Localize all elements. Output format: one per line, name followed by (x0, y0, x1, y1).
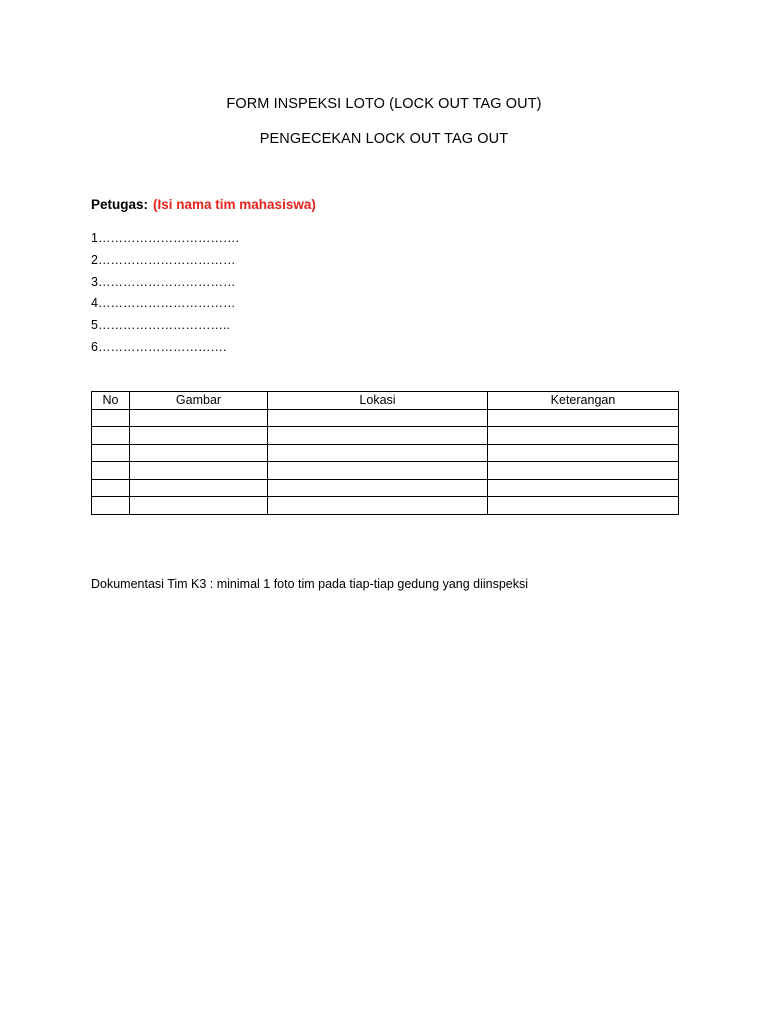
table-cell (488, 444, 679, 462)
table-cell (488, 479, 679, 497)
table-header-row (92, 392, 679, 410)
table-cell (92, 462, 130, 480)
table-cell (130, 444, 268, 462)
table-cell (130, 427, 268, 445)
table-cell (92, 497, 130, 515)
inspection-table (91, 391, 679, 515)
table-cell (488, 409, 679, 427)
document-title: FORM INSPEKSI LOTO (LOCK OUT TAG OUT) (226, 96, 542, 112)
table-cell (268, 497, 488, 515)
petugas-list-item: 6…………………………. (91, 339, 227, 354)
column-header-keterangan: Keterangan (488, 392, 679, 410)
table-cell (130, 479, 268, 497)
column-header-gambar: Gambar (130, 392, 268, 410)
petugas-list-item: 3…………………………… (91, 274, 236, 289)
petugas-label: Petugas: (91, 197, 149, 212)
table-cell (92, 427, 130, 445)
table-cell (92, 479, 130, 497)
petugas-list-item: 2…………………………… (91, 252, 236, 267)
petugas-list-item: 4…………………………… (91, 296, 236, 311)
table-row (92, 497, 679, 515)
table-cell (268, 409, 488, 427)
table-cell (268, 444, 488, 462)
table-row (92, 409, 679, 427)
petugas-list-item: 5………………………….. (91, 318, 230, 333)
table-cell (488, 462, 679, 480)
petugas-line (91, 197, 316, 212)
table-cell (488, 497, 679, 515)
petugas-list-item: 1……………………………. (91, 231, 239, 245)
table-cell (488, 427, 679, 445)
documentation-note: Dokumentasi Tim K3 : minimal 1 foto tim pada tiap-tiap gedung yang diinspeksi (91, 577, 529, 591)
table-cell (92, 444, 130, 462)
table-cell (130, 409, 268, 427)
petugas-hint: (Isi nama tim mahasiswa) (153, 197, 316, 212)
table-cell (268, 462, 488, 480)
table-cell (268, 479, 488, 497)
table-cell (268, 427, 488, 445)
petugas-list (91, 228, 239, 359)
table-cell (130, 462, 268, 480)
table-row (92, 427, 679, 445)
table-cell (130, 497, 268, 515)
column-header-no: No (92, 392, 130, 410)
table-cell (92, 409, 130, 427)
table-row (92, 444, 679, 462)
document-subtitle: PENGECEKAN LOCK OUT TAG OUT (259, 131, 509, 147)
table-row (92, 479, 679, 497)
column-header-lokasi: Lokasi (268, 392, 488, 410)
table-row (92, 462, 679, 480)
